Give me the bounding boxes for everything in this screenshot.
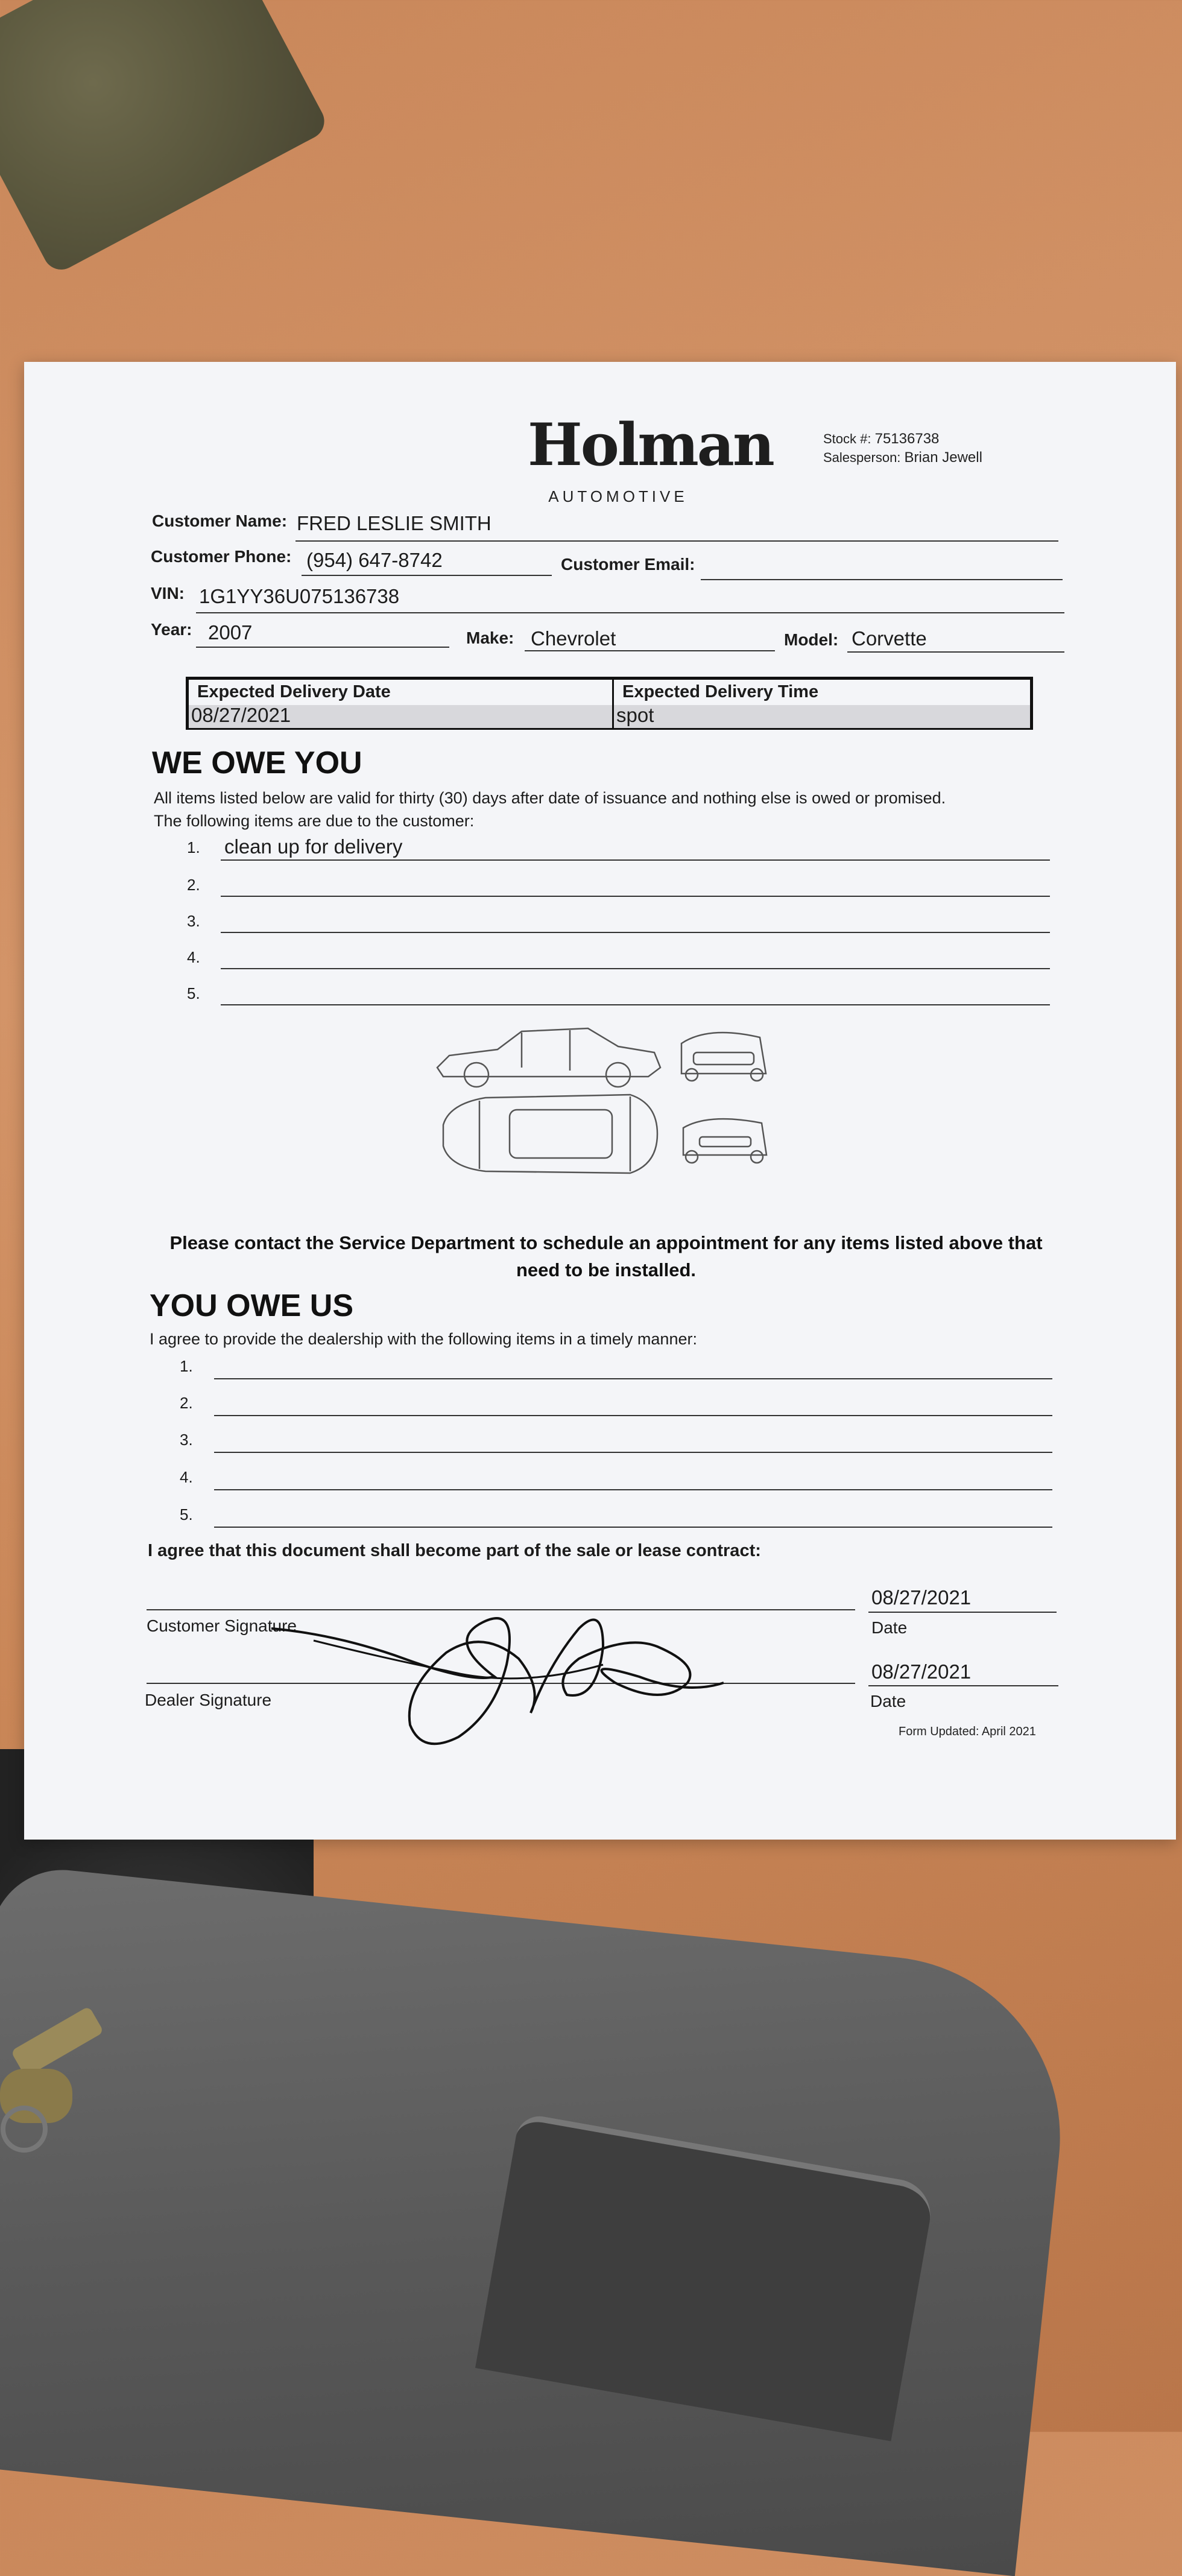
customer-name-line	[296, 540, 1058, 542]
delivery-date-cell	[189, 680, 614, 727]
you-owe-line-2	[214, 1415, 1052, 1416]
customer-date-value[interactable]: 08/27/2021	[871, 1586, 972, 1609]
stock-info	[823, 429, 982, 467]
model-label: Model:	[784, 630, 839, 649]
customer-name-label: Customer Name:	[152, 511, 288, 530]
we-owe-text1: All items listed below are valid for thirty (30) days after date of issuance and nothing else is owed or promised.	[154, 789, 946, 807]
you-owe-num-2: 2.	[180, 1394, 193, 1412]
delivery-time-cell	[614, 680, 1030, 727]
we-owe-title: WE OWE YOU	[152, 745, 362, 780]
salesperson-label: Salesperson:	[823, 450, 901, 466]
customer-phone-value[interactable]: (954) 647-8742	[306, 549, 443, 571]
car-diagram-icon	[431, 1019, 781, 1200]
handwritten-signature-icon	[265, 1592, 736, 1755]
we-owe-line-2	[221, 896, 1050, 897]
vin-label: VIN:	[151, 584, 185, 603]
stock-label: Stock #:	[823, 431, 871, 446]
make-line	[525, 650, 775, 651]
we-owe-line-3	[221, 932, 1050, 933]
customer-phone-label: Customer Phone:	[151, 547, 292, 566]
keys-icon	[0, 1978, 133, 2171]
we-owe-line-1	[221, 859, 1050, 861]
year-line	[196, 647, 449, 648]
agreement-text: I agree that this document shall become part of the sale or lease contract:	[148, 1541, 761, 1560]
dealer-date-label: Date	[870, 1692, 906, 1710]
you-owe-num-4: 4.	[180, 1468, 193, 1486]
customer-phone-line	[302, 575, 552, 576]
we-owe-num-2: 2.	[187, 876, 200, 894]
delivery-date-value[interactable]: 08/27/2021	[191, 704, 291, 726]
service-note-line2: need to be installed.	[516, 1259, 696, 1280]
we-owe-line-4	[221, 968, 1050, 969]
customer-date-label: Date	[871, 1618, 908, 1637]
dealer-date-value[interactable]: 08/27/2021	[871, 1660, 972, 1683]
you-owe-num-1: 1.	[180, 1357, 193, 1375]
you-owe-text: I agree to provide the dealership with the following items in a timely manner:	[150, 1330, 697, 1348]
logo-subtitle: AUTOMOTIVE	[548, 487, 688, 505]
holman-logo: Holman	[528, 411, 773, 479]
year-value[interactable]: 2007	[208, 621, 253, 644]
make-label: Make:	[466, 628, 514, 647]
model-value[interactable]: Corvette	[852, 627, 927, 650]
vin-line	[196, 612, 1064, 613]
delivery-box	[186, 677, 1033, 730]
you-owe-line-4	[214, 1489, 1052, 1490]
we-owe-item-1[interactable]: clean up for delivery	[224, 835, 403, 858]
salesperson-value: Brian Jewell	[904, 449, 982, 466]
you-owe-title: YOU OWE US	[150, 1288, 354, 1323]
customer-email-label: Customer Email:	[561, 555, 695, 574]
year-label: Year:	[151, 620, 192, 639]
you-owe-num-5: 5.	[180, 1505, 193, 1524]
rug-background	[0, 0, 330, 276]
you-owe-line-3	[214, 1452, 1052, 1453]
delivery-time-label: Expected Delivery Time	[622, 682, 819, 701]
dealer-date-line	[868, 1685, 1058, 1686]
we-owe-num-5: 5.	[187, 984, 200, 1002]
model-line	[847, 651, 1064, 653]
delivery-time-value[interactable]: spot	[616, 704, 654, 726]
we-owe-line-5	[221, 1004, 1050, 1005]
we-owe-text2: The following items are due to the customer:	[154, 812, 475, 830]
customer-name-value[interactable]: FRED LESLIE SMITH	[297, 512, 491, 534]
delivery-date-label: Expected Delivery Date	[197, 682, 391, 701]
you-owe-line-5	[214, 1527, 1052, 1528]
we-owe-num-1: 1.	[187, 838, 200, 856]
service-note-line1: Please contact the Service Department to schedule an appointment for any items listed above that	[169, 1232, 1043, 1253]
you-owe-num-3: 3.	[180, 1431, 193, 1449]
stock-value: 75136738	[874, 431, 940, 447]
customer-date-line	[868, 1612, 1057, 1613]
dealer-signature-label: Dealer Signature	[145, 1691, 272, 1709]
make-value[interactable]: Chevrolet	[531, 627, 616, 650]
customer-signature-label: Customer Signature	[147, 1616, 297, 1635]
we-owe-num-3: 3.	[187, 912, 200, 930]
customer-email-line	[701, 579, 1063, 580]
you-owe-line-1	[214, 1378, 1052, 1379]
we-owe-num-4: 4.	[187, 948, 200, 966]
vin-value[interactable]: 1G1YY36U075136738	[199, 585, 400, 607]
form-updated-text: Form Updated: April 2021	[899, 1725, 1036, 1738]
